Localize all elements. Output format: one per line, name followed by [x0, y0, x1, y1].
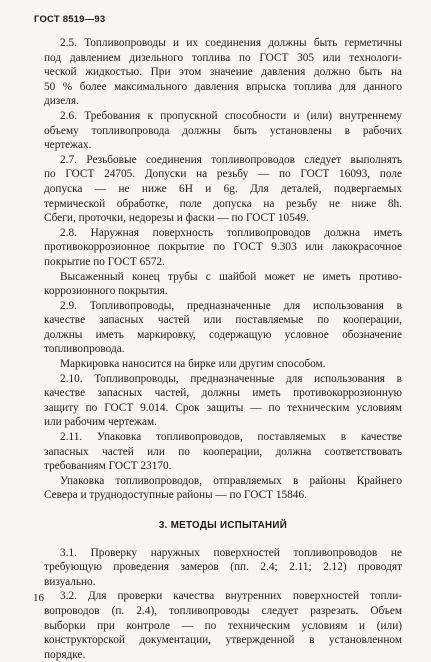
text-line: качестве запасных частей, должны иметь противокоррозионную — [44, 387, 402, 400]
paragraph — [44, 270, 402, 299]
text-line: термической обработке, поле допуска на резьбу не ниже 8h. — [44, 197, 402, 210]
text-line: противокоррозионное покрытие по ГОСТ 9.303 или лакокрасочное — [44, 241, 402, 254]
paragraph — [44, 474, 402, 503]
text-line: коррозионного покрытия. — [44, 285, 168, 298]
paragraph — [44, 430, 402, 474]
paragraph — [44, 153, 402, 226]
text-line: 3.1. Проверку наружных поверхностей топливопроводов не — [60, 546, 402, 559]
text-line: 2.6. Требования к пропускной способности и (или) внутреннему — [60, 109, 402, 122]
section-2-requirements — [44, 36, 402, 503]
text-line: по ГОСТ 24705. Допуски на резьбу — по ГОСТ 16093, поле — [44, 168, 402, 181]
text-line: визуально. — [44, 575, 96, 588]
text-line: защиту по ГОСТ 9.014. Срок защиты — по техническим условиям — [44, 401, 402, 414]
text-line: Сбеги, проточки, недорезы и фаски — по ГОСТ 10549. — [44, 212, 309, 225]
paragraph — [44, 109, 402, 153]
section-title: 3. МЕТОДЫ ИСПЫТАНИЙ — [158, 520, 288, 531]
paragraph — [44, 546, 402, 590]
text-line: чертежах. — [44, 139, 92, 152]
text-line: порядке. — [44, 648, 86, 661]
paragraph — [44, 357, 402, 372]
text-line: 2.8. Наружная поверхность топливопроводов должна иметь — [60, 226, 402, 239]
text-line: требованиям ГОСТ 23170. — [44, 460, 172, 473]
page-header: ГОСТ 8519—93 — [34, 14, 106, 25]
text-line: качестве запасных частей или поставляемые по кооперации, — [44, 314, 402, 327]
text-line: допуска — не ниже 6H и 6g. Для деталей, подвергаемых — [44, 182, 402, 195]
text-line: Упаковка топливопроводов, отправляемых в районы Крайнего — [60, 474, 402, 487]
paragraph — [44, 372, 402, 430]
text-line: выборки при контроле — по техническим условиям и (или) — [44, 619, 402, 632]
text-line: 2.5. Топливопроводы и их соединения должны быть герметичны — [60, 37, 402, 49]
text-line: 2.11. Упаковка топливопроводов, поставляемых в качестве — [60, 431, 402, 444]
text-line: Маркировка наносится на бирке или другим способом. — [60, 358, 326, 371]
text-line: должны иметь маркировку, содержащую условное обозначение — [44, 328, 402, 341]
document-body — [44, 36, 402, 662]
text-line: требующую проведения замеров (пп. 2.4; 2.11; 2.12) проводят — [44, 561, 402, 574]
text-line: покрытие по ГОСТ 6572. — [44, 255, 165, 268]
text-line: или рабочим чертежам. — [44, 416, 157, 429]
text-line: 3.2. Для проверки качества внутренних поверхностей топли- — [60, 590, 402, 603]
text-line: 2.10. Топливопроводы, предназначенные для использования в — [60, 372, 402, 385]
text-line: запасных частей или по кооперации, должна соответствовать — [44, 445, 402, 458]
text-line: 2.7. Резьбовые соединения топливопроводов следует выполнять — [60, 153, 402, 166]
text-line: Высаженный конец трубы с шайбой может не иметь противо- — [60, 270, 402, 283]
section-3-test-methods — [44, 546, 402, 662]
paragraph — [44, 589, 402, 662]
text-line: Севера и труднодоступные районы — по ГОСТ 15846. — [44, 489, 307, 502]
text-line: 2.9. Топливопроводы, предназначенные для использования в — [60, 299, 402, 312]
text-line: конструкторской документации, утвержденной в установленном — [44, 634, 402, 647]
text-line: 50 % более максимального давления впрыска топлива для данного — [44, 80, 402, 93]
text-line: под давлением дизельного топлива по ГОСТ 305 или технологи- — [44, 51, 402, 64]
text-line: вопроводов (п. 2.4), топливопроводы следует разрезать. Объем — [44, 604, 402, 617]
paragraph — [44, 36, 402, 109]
text-line: ческой жидкостью. При этом значение давления должно быть на — [44, 66, 402, 79]
paragraph — [44, 299, 402, 357]
text-line: топливопровода. — [44, 343, 125, 356]
paragraph — [44, 226, 402, 270]
text-line: объему топливопровода должны быть установлены в рабочих — [44, 124, 402, 137]
text-line: дизеля. — [44, 95, 79, 108]
page-number: 16 — [33, 592, 44, 604]
